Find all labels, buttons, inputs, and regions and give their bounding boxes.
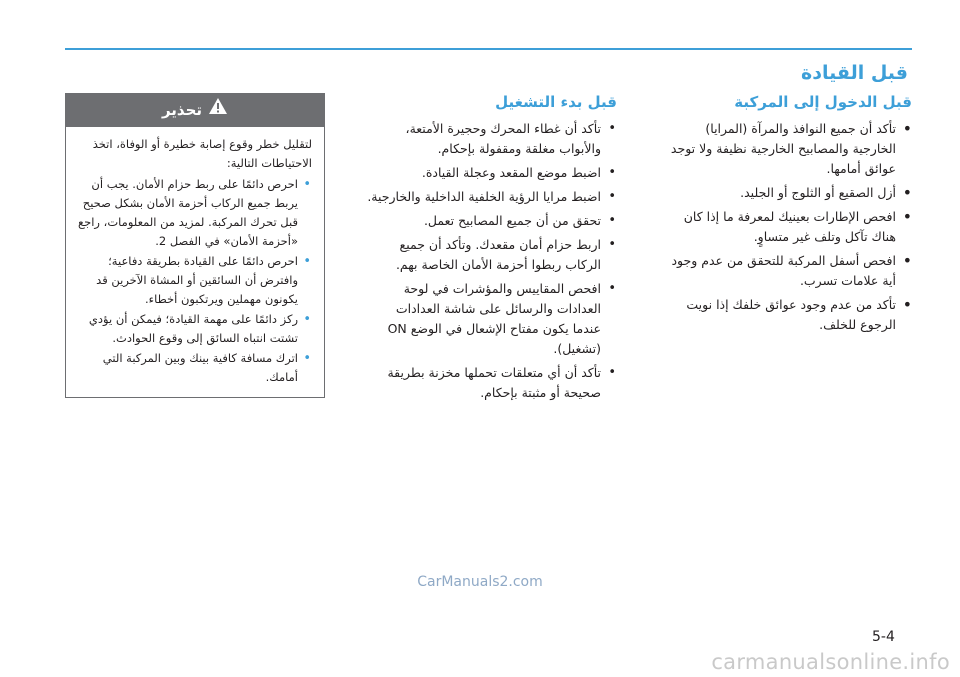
list-item: • تأكد أن أي متعلقات تحملها مخزنة بطريقة صحيحة أو مثبتة بإحكام. [365,363,601,403]
footer-watermark: carmanualsonline.info [711,650,950,674]
page-number: 5-4 [872,629,895,645]
warning-header [66,94,324,127]
list-item: • احرص دائمًا على ربط حزام الأمان. يجب أن يربط جميع الركاب أحزمة الأمان بشكل صحيح قبل تحرك المركبة. لمزيد من المعلومات، راجع «أحزمة الأمان» في الفصل 2. [76,175,298,251]
list-item: • افحص أسفل المركبة للتحقق من عدم وجود أية علامات تسرب. [660,251,896,291]
list-item: • اربط حزام أمان مقعدك. وتأكد أن جميع الركاب ربطوا أحزمة الأمان الخاصة بهم. [365,235,601,275]
list-item: • تأكد أن غطاء المحرك وحجيرة الأمتعة، والأبواب مغلقة ومقفولة بإحكام. [365,119,601,159]
list-item: • اضبط مرايا الرؤية الخلفية الداخلية والخارجية. [365,187,601,207]
before-starting-section [365,93,617,407]
list-item: • أزل الصقيع أو الثلوج أو الجليد. [660,183,896,203]
warning-triangle-icon [208,94,228,127]
list-item: • تحقق من أن جميع المصابيح تعمل. [365,211,601,231]
warning-title: تحذير [161,101,203,119]
list-item: • افحص الإطارات بعينيك لمعرفة ما إذا كان هناك تآكل وتلف غير متساوٍ. [660,207,896,247]
warning-body [66,127,324,396]
before-entering-list [660,119,912,335]
list-item: • تأكد أن جميع النوافذ والمرآة (المرايا) الخارجية والمصابيح الخارجية نظيفة ولا توجد عوائق أمامها. [660,119,896,179]
before-entering-section [660,93,912,339]
center-watermark: CarManuals2.com [417,574,543,590]
list-item: • احرص دائمًا على القيادة بطريقة دفاعية؛ وافترض أن السائقين أو المشاة الآخرين قد يكونون مهملين ويرتكبون أخطاء. [76,252,298,309]
warning-list [76,175,312,387]
list-item: • تأكد من عدم وجود عوائق خلفك إذا نويت الرجوع للخلف. [660,295,896,335]
list-item: • ركز دائمًا على مهمة القيادة؛ فيمكن أن يؤدي تشتت انتباه السائق إلى وقوع الحوادث. [76,310,298,348]
warning-box [65,93,325,398]
before-starting-heading: قبل بدء التشغيل [495,93,617,111]
list-item: • اترك مسافة كافية بينك وبين المركبة التي أمامك. [76,349,298,387]
before-starting-list [365,119,617,403]
page-title: قبل القيادة [801,62,908,84]
header-rule [65,48,912,50]
before-entering-heading: قبل الدخول إلى المركبة [734,93,912,111]
list-item: • اضبط موضع المقعد وعجلة القيادة. [365,163,601,183]
list-item: • افحص المقاييس والمؤشرات في لوحة العدادات والرسائل على شاشة العدادات عندما يكون مفتاح الإشعال في الوضع ON (تشغيل). [365,279,601,359]
warning-intro: لتقليل خطر وقوع إصابة خطيرة أو الوفاة، اتخذ الاحتياطات التالية: [92,137,312,170]
